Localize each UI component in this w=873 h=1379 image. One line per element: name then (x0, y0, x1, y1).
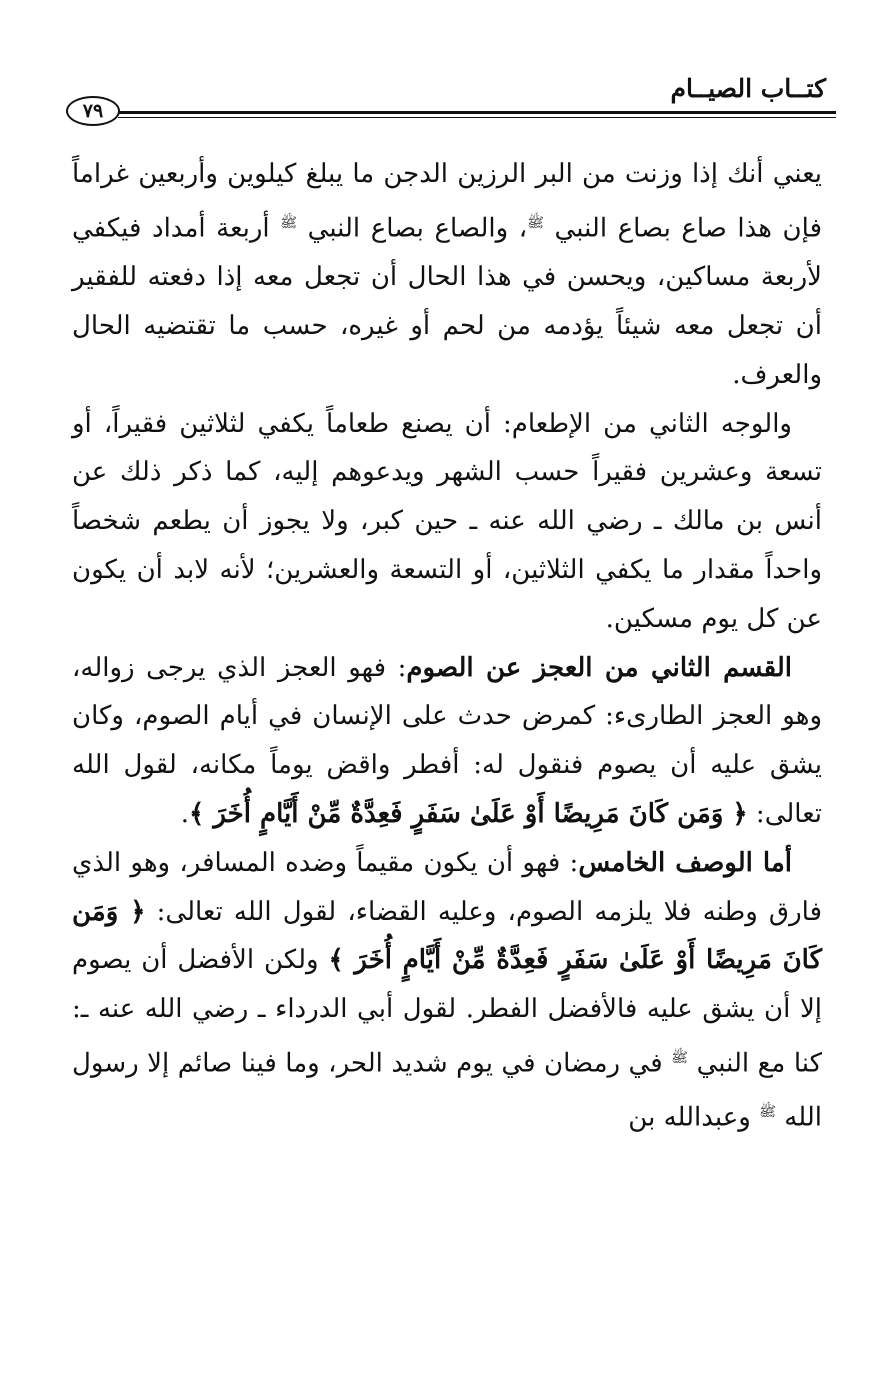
honorific-symbol: ﷺ (527, 214, 545, 231)
quran-verse: ﴿ وَمَن كَانَ مَرِيضًا أَوْ عَلَىٰ سَفَرٍ فَعِدَّةٌ مِّنْ أَيَّامٍ أُخَرَ ﴾ (189, 799, 748, 830)
body-text-segment: ، والصاع بصاع النبي (297, 213, 528, 244)
section-heading: القسم الثاني من العجز عن الصوم (406, 652, 792, 683)
honorific-symbol: ﷺ (671, 1050, 689, 1066)
body-text-segment: : فهو العجز الذي يرجى زواله، وهو العجز الطارىء: كمرض حدث على الإنسان في أيام الصوم، وكان يشق عليه أن يصوم فنقول له: أفطر واقض يوماً مكانه، لقول الله تعالى: (72, 652, 822, 830)
header-rule (118, 111, 836, 114)
header-rule-thin (118, 117, 836, 118)
body-text-segment: : فهو أن يكون مقيماً وضده المسافر، وهو الذي فارق وطنه فلا يلزمه الصوم، وعليه القضاء، لقول الله تعالى: (72, 847, 823, 927)
section-heading: أما الوصف الخامس (578, 847, 792, 878)
page-number: ٧٩ (66, 96, 120, 126)
body-text-segment: والوجه الثاني من الإطعام: أن يصنع طعاماً يكفي لثلاثين فقيراً، أو تسعة وعشرين فقيراً حسب الشهر ويدعوهم إليه، كما ذكر ذلك عن أنس بن مالك ـ رضي الله عنه ـ حين كبر، ولا يجوز أن يطعم شخصاً واحداً مقدار ما يكفي الثلاثين، أو التسعة والعشرين؛ لأنه لابد أن يكون عن كل يوم مسكين. (72, 408, 822, 634)
paragraph-p3 (72, 644, 822, 839)
body-text-segment: أربعة أمداد فيكفي لأربعة مساكين، ويحسن في هذا الحال أن تجعل معه إذا دفعته للفقير أن تجعل معه شيئاً يؤدمه من لحم أو غيره، حسب ما تقتضيه الحال والعرف. (72, 213, 822, 390)
page-body (72, 150, 822, 1143)
quran-verse: ﴿ وَمَن كَانَ مَرِيضًا أَوْ عَلَىٰ سَفَرٍ فَعِدَّةٌ مِّنْ أَيَّامٍ أُخَرَ ﴾ (72, 896, 822, 976)
body-text-segment: يعني أنك إذا وزنت من البر الرزين الدجن ما يبلغ كيلوين وأربعين غراماً فإن هذا صاع بصاع النبي (72, 159, 822, 244)
honorific-symbol: ﷺ (759, 1104, 777, 1121)
body-text-segment: ولكن الأفضل أن يصوم إلا أن يشق عليه فالأفضل الفطر. لقول أبي الدرداء ـ رضي الله عنه ـ: كنا مع النبي (72, 945, 823, 1079)
body-text-segment: وعبدالله بن (628, 1103, 760, 1134)
body-text-segment: في رمضان في يوم شديد الحر، وما فينا صائم إلا رسول الله (72, 1048, 822, 1134)
paragraph-p1 (72, 150, 822, 400)
body-text-segment: . (180, 799, 190, 830)
paragraph-p4 (72, 839, 822, 1143)
paragraph-p2 (72, 400, 822, 644)
page-header (66, 74, 836, 124)
chapter-title: كتــاب الصيــام (670, 74, 826, 103)
honorific-symbol: ﷺ (280, 214, 298, 231)
